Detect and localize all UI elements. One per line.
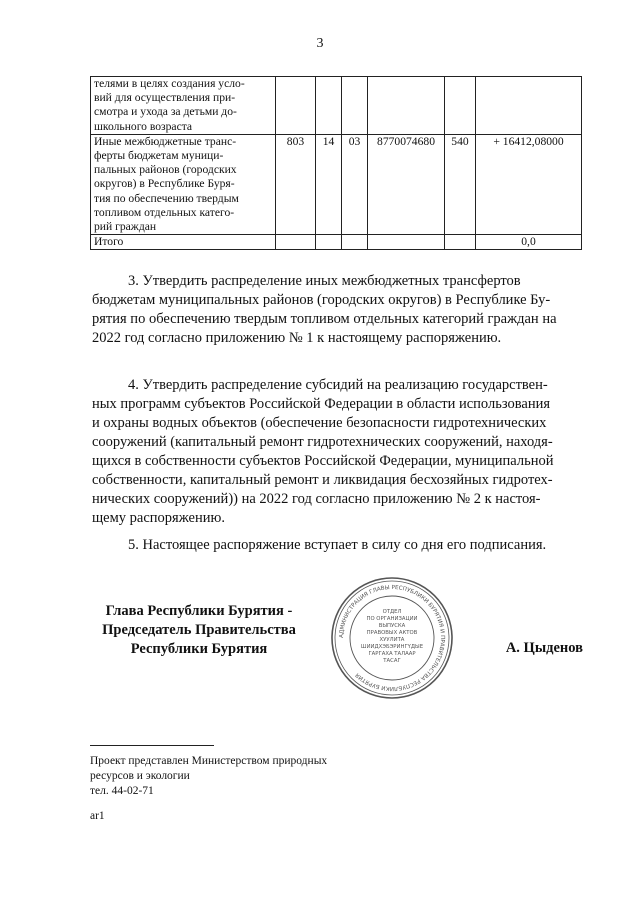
paragraph-3: 3. Утвердить распределение иных межбюджетных трансфертов бюджетам муниципальных районов (городских округов) в Республике Бу- рятия по обеспечению твердым топливом отдельных категорий граждан на 2022 год согласно приложению № 1 к настоящему распоряжению. xyxy=(92,273,557,346)
cell-section: 14 xyxy=(316,134,342,234)
table-row-transfers xyxy=(91,134,582,234)
row-description-continued: телями в целях создания усло- вий для осуществления при- смотра и ухода за детьми до- школьного возраста xyxy=(91,77,276,135)
cell-type: 540 xyxy=(445,134,476,234)
seal-ring-text: АДМИНИСТРАЦИЯ ГЛАВЫ РЕСПУБЛИКИ БУРЯТИЯ И ПРАВИТЕЛЬСТВА РЕСПУБЛИКИ БУРЯТИЯ xyxy=(338,584,446,692)
cell-section xyxy=(316,77,342,135)
table-row-total xyxy=(91,235,582,250)
svg-text:ГАРГАХА ТАЛААР: ГАРГАХА ТАЛААР xyxy=(368,651,416,657)
footnote: Проект представлен Министерством природных ресурсов и экологии тел. 44-02-71 xyxy=(90,755,328,797)
total-label: Итого xyxy=(91,235,276,250)
cell-type xyxy=(445,77,476,135)
svg-text:ПРАВОВЫХ АКТОВ: ПРАВОВЫХ АКТОВ xyxy=(366,630,418,636)
paragraph-4: 4. Утвердить распределение субсидий на реализацию государствен- ных программ субъектов Российской Федерации в области использования и охраны водных объектов (обеспечение безопасности гидротехнических сооружений (капитальный ремонт гидротехнических сооружений, находя- щихся в собственности субъектов Российской Федерации, муниципальной собственности, капитальный ремонт и ликвидация бесхозяйных гидротех- нических сооружений)) на 2022 год согласно приложению № 2 к настоя- щему распоряжению. xyxy=(92,377,554,526)
svg-text:ТАСАГ: ТАСАГ xyxy=(383,658,401,664)
paragraph-5: 5. Настоящее распоряжение вступает в силу со дня его подписания. xyxy=(128,537,547,553)
svg-text:ПО ОРГАНИЗАЦИИ: ПО ОРГАНИЗАЦИИ xyxy=(366,616,418,622)
official-seal xyxy=(330,576,454,700)
footnote-divider xyxy=(90,745,214,746)
cell-amount xyxy=(476,77,582,135)
svg-text:ШИИДХЭБЭРИНГҮДЫЕ: ШИИДХЭБЭРИНГҮДЫЕ xyxy=(360,644,424,650)
table-row-continued xyxy=(91,77,582,135)
cell-ministry xyxy=(276,77,316,135)
signatory-title: Глава Республики Бурятия - Председатель Правительства Республики Бурятия xyxy=(102,603,296,657)
page-number: 3 xyxy=(316,36,324,51)
cell-subsection: 03 xyxy=(342,134,368,234)
signatory-name: А. Цыденов xyxy=(505,640,583,656)
cell-ministry: 803 xyxy=(276,134,316,234)
svg-text:ВЫПУСКА: ВЫПУСКА xyxy=(378,623,406,629)
total-amount: 0,0 xyxy=(476,235,582,250)
row-description-transfers: Иные межбюджетные транс- ферты бюджетам муници- пальных районов (городских округов) в Республике Буря- тия по обеспечению твердым топливом отдельных катего- рий граждан xyxy=(91,134,276,234)
cell-amount: + 16412,08000 xyxy=(476,134,582,234)
budget-table xyxy=(90,76,582,250)
cell-target xyxy=(368,77,445,135)
svg-text:ХУУЛИТА: ХУУЛИТА xyxy=(379,637,405,643)
svg-text:ОТДЕЛ: ОТДЕЛ xyxy=(382,609,402,615)
document-code: ar1 xyxy=(90,810,105,822)
cell-subsection xyxy=(342,77,368,135)
cell-target: 8770074680 xyxy=(368,134,445,234)
